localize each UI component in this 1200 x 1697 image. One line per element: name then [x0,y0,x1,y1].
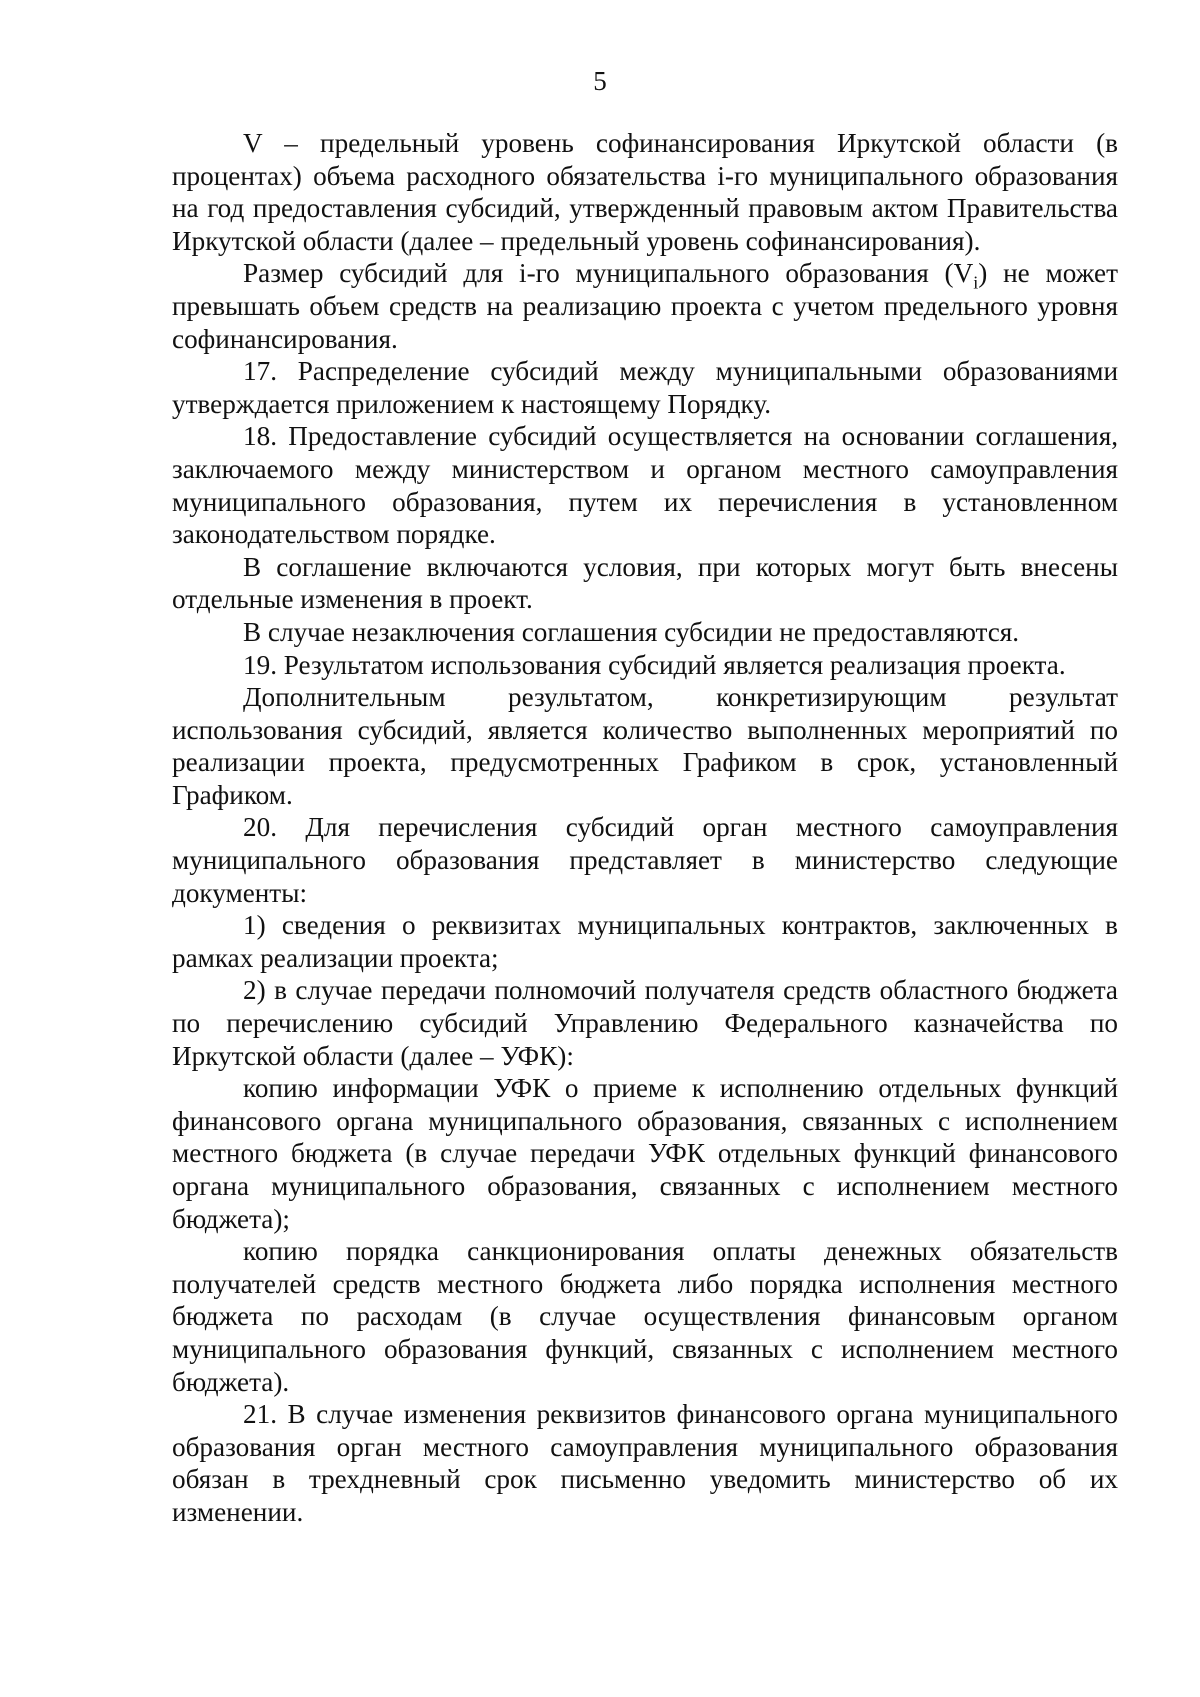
paragraph-additional-result: Дополнительным результатом, конкретизирующим результат использования субсидий, является количество выполненных мероприятий по реализации проекта, предусмотренных Графиком в срок, установленный Графиком. [172,682,1118,810]
paragraph-ufk-info-copy: копию информации УФК о приеме к исполнению отдельных функций финансового органа муниципального образования, связанных с исполнением местного бюджета (в случае передачи УФК отдельных функций финансового органа муниципального образования, связанных с исполнением местного бюджета); [172,1073,1118,1234]
paragraph-sanction-procedure-copy: копию порядка санкционирования оплаты денежных обязательств получателей средств местного бюджета либо порядка исполнения местного бюджета по расходам (в случае осуществления финансовым органом муниципального образования функций, связанных с исполнением местного бюджета). [172,1236,1118,1397]
paragraph-agreement-conditions: В соглашение включаются условия, при которых могут быть внесены отдельные изменения в проект. [172,551,1118,615]
paragraph-cofinancing-level: V – предельный уровень софинансирования Иркутской области (в процентах) объема расходного обязательства i-го муниципального образования на год предоставления субсидий, утвержденный правовым актом Правительства Иркутской области (далее – предельный уровень софинансирования). [172,128,1118,256]
paragraph-no-agreement: В случае незаключения соглашения субсидии не предоставляются. [243,616,1020,647]
paragraph-21: 21. В случае изменения реквизитов финансового органа муниципального образования орган местного самоуправления муниципального образования обязан в трехдневный срок письменно уведомить министерство об их изменении. [172,1399,1118,1527]
subsidy-size-text-end: ) не может превышать объем средств на реализацию проекта с учетом предельного уровня софинансирования. [172,258,1118,354]
subsidy-size-text-start: Размер субсидий для i-го муниципального образования (V [243,258,974,289]
paragraph-17: 17. Распределение субсидий между муниципальными образованиями утверждается приложением к настоящему Порядку. [172,356,1118,419]
page-number: 5 [593,66,607,96]
paragraph-18: 18. Предоставление субсидий осуществляется на основании соглашения, заключаемого между министерством и органом местного самоуправления муниципального образования, путем их перечисления в установленном законодательством порядке. [172,421,1118,550]
paragraph-20: 20. Для перечисления субсидий орган местного самоуправления муниципального образования представляет в министерство следующие документы: [172,812,1118,908]
paragraph-item-1: 1) сведения о реквизитах муниципальных контрактов, заключенных в рамках реализации проекта; [172,910,1118,973]
subsidy-size-subscript: i [973,272,979,293]
paragraph-subsidy-size [172,257,1118,355]
document-body [172,127,1118,1529]
paragraph-19: 19. Результатом использования субсидий является реализация проекта. [243,649,1066,680]
paragraph-item-2: 2) в случае передачи полномочий получателя средств областного бюджета по перечислению субсидий Управлению Федерального казначейства по Иркутской области (далее – УФК): [172,975,1118,1071]
